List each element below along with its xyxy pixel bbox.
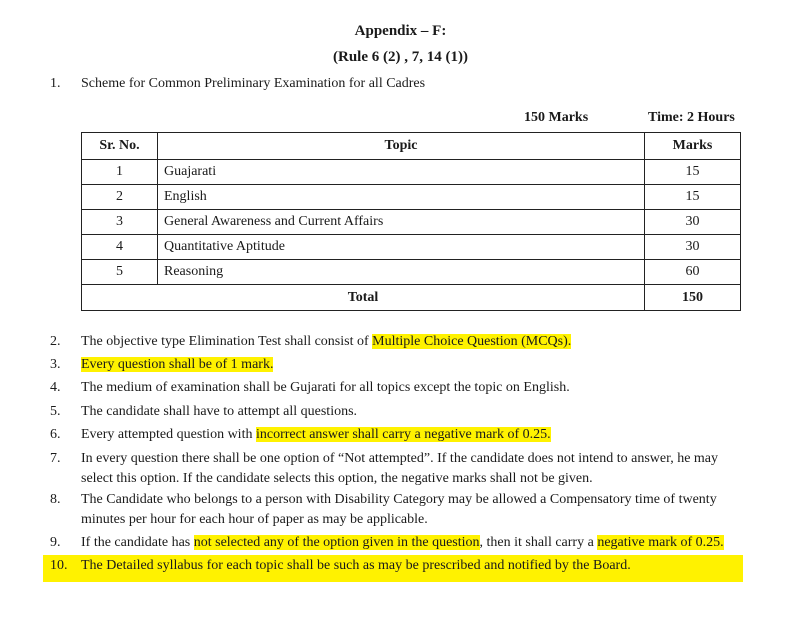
rule-reference: (Rule 6 (2) , 7, 14 (1)) bbox=[333, 49, 468, 65]
cell-topic: Reasoning bbox=[158, 260, 645, 285]
rule-number: 3. bbox=[50, 357, 61, 372]
rule-highlight: Every question shall be of 1 mark. bbox=[81, 357, 274, 372]
rule-number: 10. bbox=[50, 558, 68, 573]
rule-highlight: not selected any of the option given in the question bbox=[193, 535, 480, 550]
marks-table bbox=[81, 132, 741, 311]
rule-text bbox=[81, 490, 743, 530]
cell-sr: 4 bbox=[82, 235, 158, 260]
cell-topic: Guajarati bbox=[158, 160, 645, 185]
rule-number: 8. bbox=[50, 492, 61, 507]
rule-segment: Every attempted question with bbox=[81, 427, 256, 442]
rule-number: 4. bbox=[50, 380, 61, 395]
cell-marks: 30 bbox=[645, 210, 741, 235]
cell-topic: General Awareness and Current Affairs bbox=[158, 210, 645, 235]
cell-sr: 3 bbox=[82, 210, 158, 235]
rule-text bbox=[81, 332, 743, 352]
cell-sr: 1 bbox=[82, 160, 158, 185]
total-marks-label: 150 Marks bbox=[524, 110, 589, 125]
rule-text bbox=[81, 378, 743, 398]
rule-number: 7. bbox=[50, 451, 61, 466]
scheme-title: Scheme for Common Preliminary Examination for all Cadres bbox=[81, 76, 426, 91]
table-row bbox=[82, 235, 741, 260]
table-row bbox=[82, 210, 741, 235]
rule-text bbox=[81, 355, 743, 375]
table-row bbox=[82, 260, 741, 285]
header-marks: Marks bbox=[645, 133, 741, 160]
rule-segment: , then it shall carry a bbox=[479, 535, 598, 550]
rule-text bbox=[81, 449, 743, 489]
cell-marks: 15 bbox=[645, 185, 741, 210]
rule-segment: If the candidate has bbox=[81, 535, 194, 550]
rule-segment: The Candidate who belongs to a person with Disability Category may be allowed a Compensatory time of twenty minutes per hour for each hour of paper as may be applicable. bbox=[81, 492, 717, 527]
rule-segment: The candidate shall have to attempt all questions. bbox=[81, 404, 358, 419]
time-label: Time: 2 Hours bbox=[648, 110, 735, 125]
header-sr-no: Sr. No. bbox=[82, 133, 158, 160]
total-value: 150 bbox=[645, 285, 741, 311]
rule-segment: In every question there shall be one option of “Not attempted”. If the candidate does not intend to answer, he may select this option. If the candidate selects this option, the negative marks shall not be given. bbox=[81, 451, 719, 486]
rule-highlight: incorrect answer shall carry a negative mark of 0.25. bbox=[255, 427, 551, 442]
total-label: Total bbox=[82, 285, 645, 311]
cell-marks: 60 bbox=[645, 260, 741, 285]
cell-topic: Quantitative Aptitude bbox=[158, 235, 645, 260]
cell-topic: English bbox=[158, 185, 645, 210]
rule-text bbox=[81, 425, 743, 445]
appendix-title: Appendix – F: bbox=[354, 23, 447, 39]
rule-text bbox=[81, 556, 743, 576]
table-header-row bbox=[82, 133, 741, 160]
rule-segment: The Detailed syllabus for each topic shall be such as may be prescribed and notified by the Board. bbox=[81, 558, 631, 573]
rule-text bbox=[81, 402, 743, 422]
rule-number: 6. bbox=[50, 427, 61, 442]
cell-sr: 5 bbox=[82, 260, 158, 285]
rule-text bbox=[81, 533, 743, 553]
rule-segment: The medium of examination shall be Gujarati for all topics except the topic on English. bbox=[81, 380, 570, 395]
table-row bbox=[82, 160, 741, 185]
table-row bbox=[82, 185, 741, 210]
rule-number: 9. bbox=[50, 535, 61, 550]
scheme-number: 1. bbox=[50, 76, 61, 91]
cell-sr: 2 bbox=[82, 185, 158, 210]
rule-number: 5. bbox=[50, 404, 61, 419]
table-total-row bbox=[82, 285, 741, 311]
rule-highlight: Multiple Choice Question (MCQs). bbox=[372, 334, 572, 349]
rule-number: 2. bbox=[50, 334, 61, 349]
rule-highlight: negative mark of 0.25. bbox=[597, 535, 724, 550]
header-topic: Topic bbox=[158, 133, 645, 160]
rule-segment: The objective type Elimination Test shall consist of bbox=[81, 334, 373, 349]
cell-marks: 15 bbox=[645, 160, 741, 185]
cell-marks: 30 bbox=[645, 235, 741, 260]
